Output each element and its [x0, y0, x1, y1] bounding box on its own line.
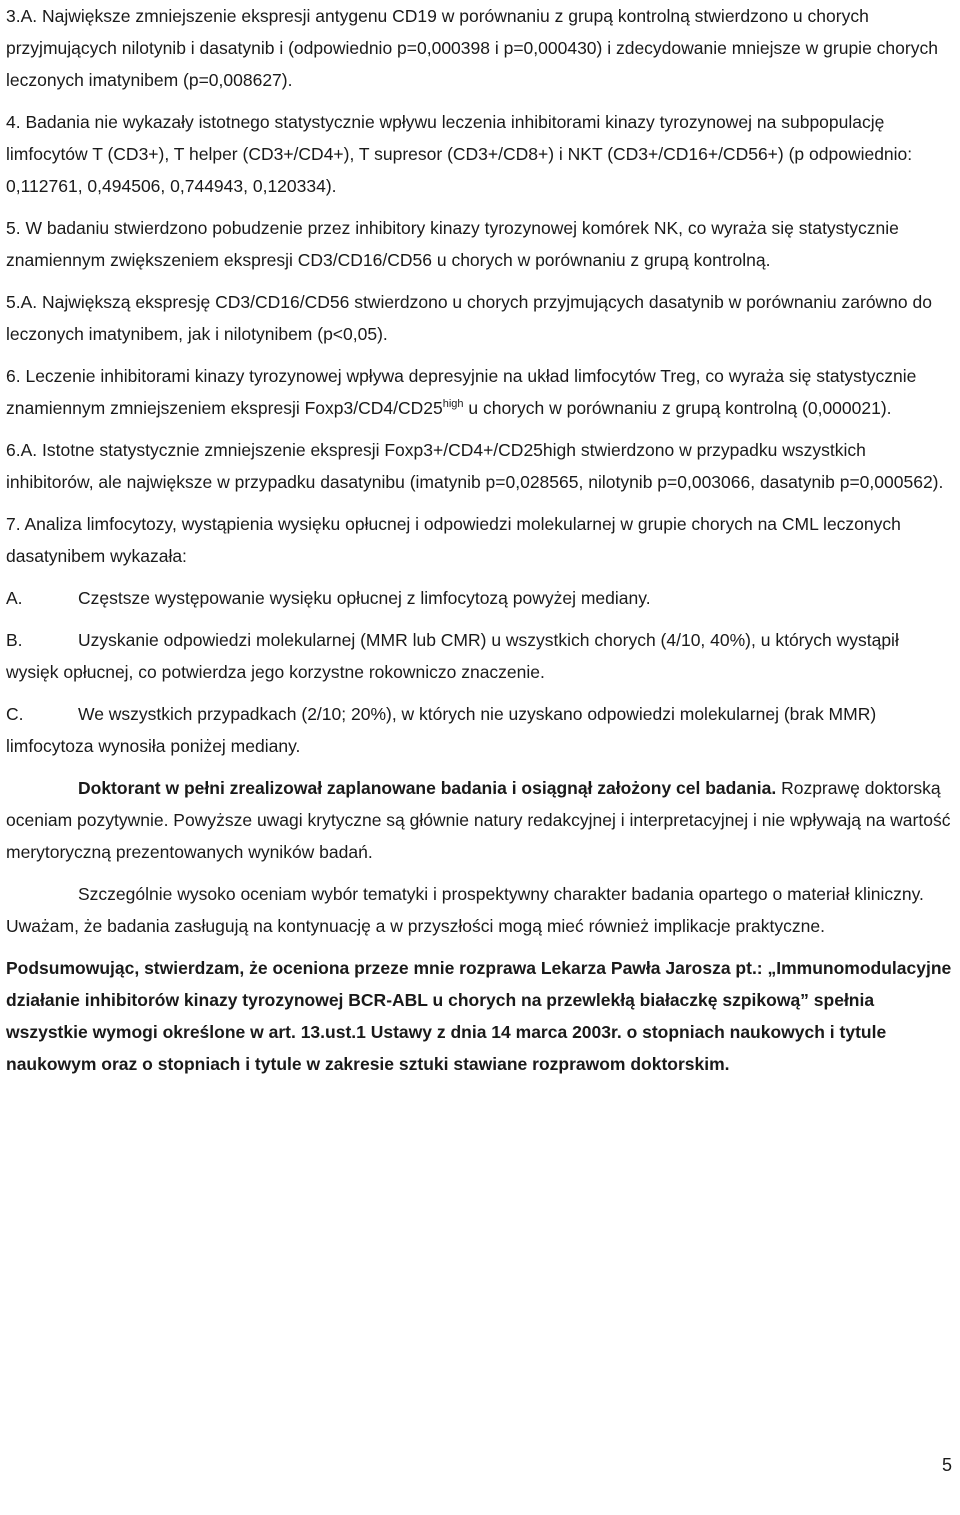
finding-6a: 6.A. Istotne statystycznie zmniejszenie ekspresji Foxp3+/CD4+/CD25high stwierdzono w przypadku wszystkich inhibitorów, ale największe w przypadku dasatynibu (imatynib p=0,028565, nilotynib p=0,003066, dasatynib p=0,000562).: [6, 440, 944, 492]
finding-6-text: 6. Leczenie inhibitorami kinazy tyrozynowej wpływa depresyjnie na układ limfocytów Treg, co wyraża się statystycznie znamiennym zmniejszeniem ekspresji Foxp3/CD4/CD25: [6, 366, 917, 418]
conclusion: [6, 772, 952, 868]
conclusion-text: Rozprawę doktorską oceniam pozytywnie. Powyższe uwagi krytyczne są głównie natury redakcyjnej i interpretacyjnej i nie wpływają na wartość merytoryczną prezentowanych wyników badań.: [6, 778, 951, 862]
conclusion-bold: Doktorant w pełni zrealizował zaplanowane badania i osiągnął założony cel badania.: [78, 778, 777, 798]
finding-5: 5. W badaniu stwierdzono pobudzenie przez inhibitory kinazy tyrozynowej komórek NK, co wyraża się statystycznie znamiennym zwiększeniem ekspresji CD3/CD16/CD56 u chorych w porównaniu z grupą kontrolną.: [6, 218, 899, 270]
finding-3a: 3.A. Największe zmniejszenie ekspresji antygenu CD19 w porównaniu z grupą kontrolną stwierdzono u chorych przyjmujących nilotynib i dasatynib i (odpowiednio p=0,000398 i p=0,000430) i zdecydowanie mniejsze w grupie chorych leczonych imatynibem (p=0,008627).: [6, 6, 938, 90]
finding-6-superscript: high: [442, 398, 464, 410]
document-page: [6, 0, 952, 1080]
option-letter: C.: [6, 704, 24, 724]
finding-7: 7. Analiza limfocytozy, wystąpienia wysięku opłucnej i odpowiedzi molekularnej w grupie chorych na CML leczonych dasatynibem wykazała:: [6, 514, 901, 566]
finding-5a: 5.A. Największą ekspresję CD3/CD16/CD56 stwierdzono u chorych przyjmujących dasatynib w porównaniu zarówno do leczonych imatynibem, jak i nilotynibem (p<0,05).: [6, 292, 932, 344]
option-letter: A.: [6, 588, 23, 608]
finding-7-option-b: [6, 624, 952, 688]
option-text: Uzyskanie odpowiedzi molekularnej (MMR lub CMR) u wszystkich chorych (4/10, 40%), u których wystąpił wysięk opłucnej, co potwierdza jego korzystne rokowniczo znaczenie.: [6, 630, 899, 682]
finding-6-text-end: u chorych w porównaniu z grupą kontrolną (0,000021).: [463, 398, 892, 418]
finding-7-option-a: [6, 582, 952, 614]
finding-7-option-c: [6, 698, 952, 762]
finding-6: [6, 360, 952, 424]
option-text: We wszystkich przypadkach (2/10; 20%), w których nie uzyskano odpowiedzi molekularnej (brak MMR) limfocytoza wynosiła poniżej mediany.: [6, 704, 877, 756]
summary: Podsumowując, stwierdzam, że oceniona przeze mnie rozprawa Lekarza Pawła Jarosza pt.: „Immunomodulacyjne działanie inhibitorów kinazy tyrozynowej BCR-ABL u chorych na przewlekłą białaczkę szpikową” spełnia wszystkie wymogi określone w art. 13.ust.1 Ustawy z dnia 14 marca 2003r. o stopniach naukowych i tytule naukowym oraz o stopniach i tytule w zakresie sztuki stawiane rozprawom doktorskim.: [6, 958, 952, 1074]
option-letter: B.: [6, 630, 23, 650]
option-text: Częstsze występowanie wysięku opłucnej z limfocytozą powyżej mediany.: [78, 588, 651, 608]
finding-4: 4. Badania nie wykazały istotnego statystycznie wpływu leczenia inhibitorami kinazy tyrozynowej na subpopulację limfocytów T (CD3+), T helper (CD3+/CD4+), T supresor (CD3+/CD8+) i NKT (CD3+/CD16+/CD56+) (p odpowiednio: 0,112761, 0,494506, 0,744943, 0,120334).: [6, 112, 913, 196]
appreciation: Szczególnie wysoko oceniam wybór tematyki i prospektywny charakter badania opartego o materiał kliniczny. Uważam, że badania zasługują na kontynuację a w przyszłości mogą mieć również implikacje praktyczne.: [6, 884, 924, 936]
page-number: 5: [941, 1455, 952, 1475]
